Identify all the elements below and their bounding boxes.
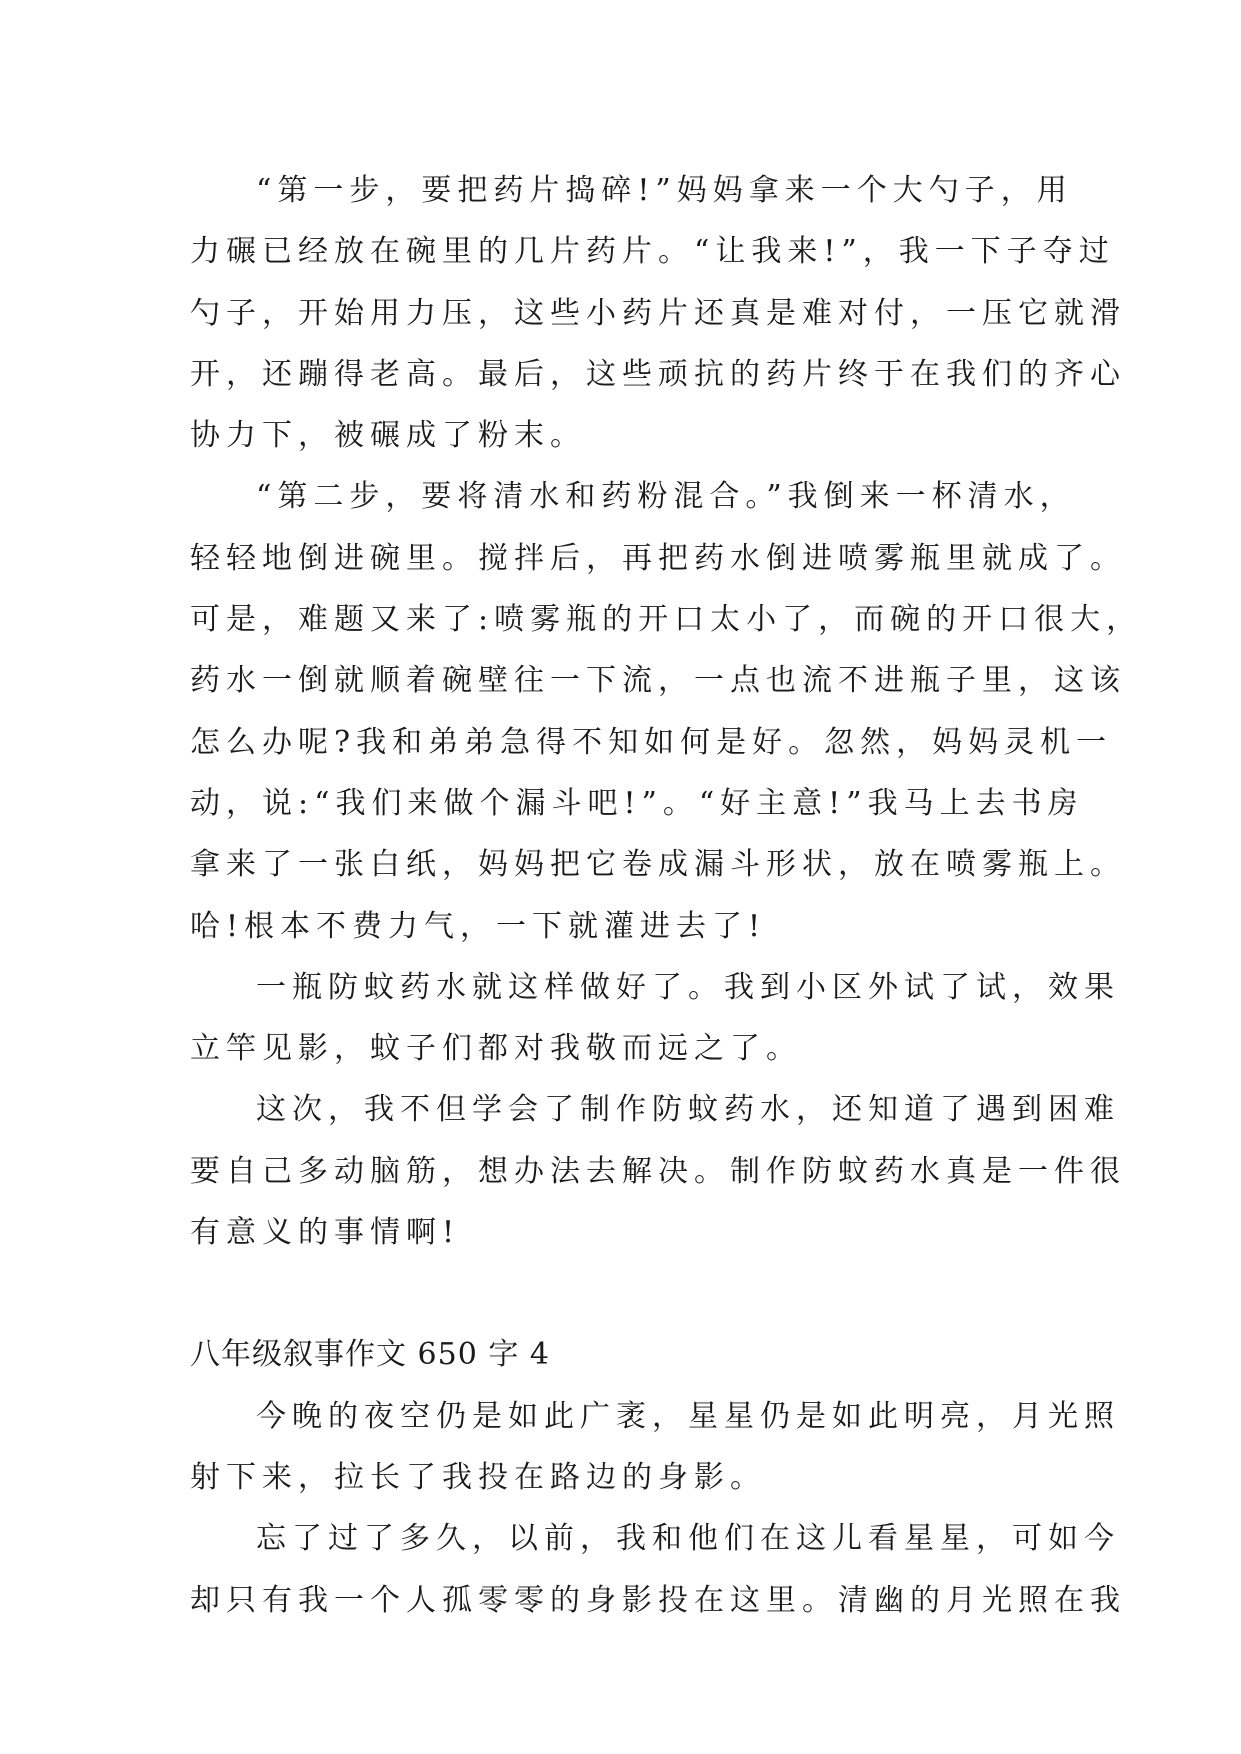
- paragraph-line: 哈!根本不费力气，一下就灌进去了!: [190, 908, 767, 944]
- paragraph-line: 可是，难题又来了:喷雾瓶的开口太小了，而碗的开口很大，: [190, 602, 1143, 638]
- paragraph-line: 协力下，被碾成了粉末。: [190, 418, 586, 454]
- section-heading: 八年级叙事作文 650 字 4: [190, 1337, 550, 1373]
- paragraph-line: 开，还蹦得老高。最后，这些顽抗的药片终于在我们的齐心: [190, 356, 1126, 392]
- paragraph-line: “第一步，要把药片捣碎!”妈妈拿来一个大勺子，用: [256, 173, 1073, 208]
- section-spacer: [190, 1263, 1070, 1324]
- paragraph-line: 勺子，开始用力压，这些小药片还真是难对付，一压它就滑: [190, 295, 1126, 331]
- paragraph-line: 拿来了一张白纸，妈妈把它卷成漏斗形状，放在喷雾瓶上。: [190, 847, 1126, 883]
- paragraph-line: 怎么办呢?我和弟弟急得不知如何是好。忽然，妈妈灵机一: [190, 724, 1113, 760]
- paragraph-line: 今晚的夜空仍是如此广袤，星星仍是如此明亮，月光照: [256, 1398, 1120, 1434]
- document-body: [190, 160, 1143, 1631]
- paragraph-line: 忘了过了多久，以前，我和他们在这儿看星星，可如今: [256, 1521, 1120, 1557]
- paragraph-line: 动，说:“我们来做个漏斗吧!”。“好主意!”我马上去书房: [190, 785, 1084, 821]
- paragraph-line: 要自己多动脑筋，想办法去解决。制作防蚊药水真是一件很: [190, 1153, 1126, 1189]
- paragraph-line: “第二步，要将清水和药粉混合。”我倒来一杯清水，: [256, 479, 1076, 515]
- paragraph-line: 这次，我不但学会了制作防蚊药水，还知道了遇到困难: [256, 1092, 1120, 1128]
- paragraph-line: 一瓶防蚊药水就这样做好了。我到小区外试了试，效果: [256, 969, 1120, 1005]
- paragraph-line: 却只有我一个人孤零零的身影投在这里。清幽的月光照在我: [190, 1582, 1126, 1618]
- paragraph-line: 力碾已经放在碗里的几片药片。“让我来!”，我一下子夺过: [190, 234, 1115, 270]
- paragraph-line: 药水一倒就顺着碗壁往一下流，一点也流不进瓶子里，这该: [190, 663, 1126, 699]
- paragraph-line: 轻轻地倒进碗里。搅拌后，再把药水倒进喷雾瓶里就成了。: [190, 540, 1126, 576]
- paragraph-line: 射下来，拉长了我投在路边的身影。: [190, 1459, 766, 1495]
- paragraph-line: 立竿见影，蚊子们都对我敬而远之了。: [190, 1031, 802, 1067]
- paragraph-line: 有意义的事情啊!: [190, 1215, 461, 1251]
